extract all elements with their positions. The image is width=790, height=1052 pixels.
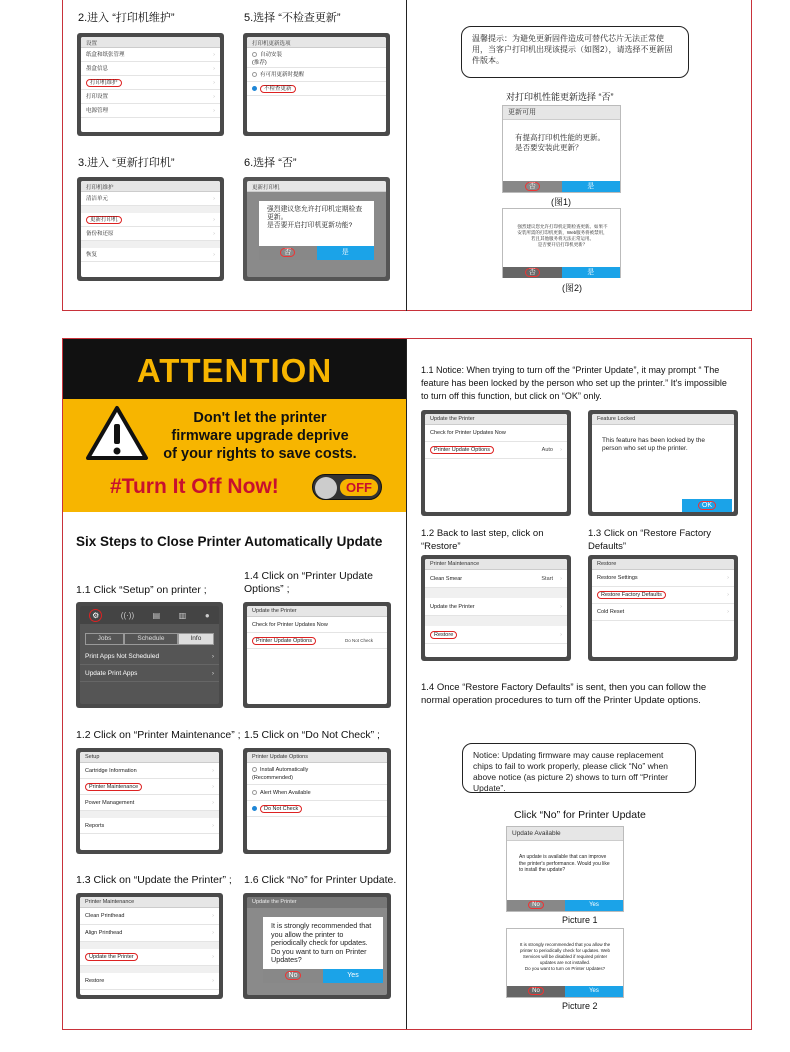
screen-cn-maintenance <box>77 177 224 281</box>
wireless-icon[interactable]: ((·)) <box>120 610 135 620</box>
list-item[interactable]: Reports › <box>80 818 219 834</box>
screen-header: Setup <box>80 752 219 763</box>
warning-line3: of your rights to save costs. <box>163 446 357 462</box>
bottom-divider <box>406 339 407 1029</box>
list-item[interactable]: Power Management › <box>80 795 219 811</box>
caption-1-4: 1.4 Click on “Printer Update Options” ; <box>244 570 373 595</box>
warning-line2: firmware upgrade deprive <box>171 428 349 444</box>
attention-title: ATTENTION <box>136 352 333 389</box>
divider <box>425 588 567 598</box>
picture2-label: (图2) <box>562 283 582 293</box>
tab-info[interactable]: Info <box>178 633 215 645</box>
list-item[interactable]: Restore Settings › <box>592 570 734 587</box>
setup-icon[interactable]: ⚙ <box>89 609 102 622</box>
copy-icon[interactable]: ▥ <box>178 610 187 620</box>
screen-header: Printer Maintenance <box>425 559 567 570</box>
list-item[interactable]: Restore › <box>425 626 567 644</box>
list-item[interactable]: Update the Printer › <box>425 598 567 616</box>
screen-header: Printer Maintenance <box>80 897 219 908</box>
toggle-label: OFF <box>340 479 378 496</box>
picture1-cn <box>502 105 621 193</box>
caption-1-2: 1.2 Click on “Printer Maintenance” ; <box>76 729 241 741</box>
caption-r-1-4: 1.4 Once “Restore Factory Defaults” is sent, then you can follow the normal operation procedures to turn off the Printer Update options. <box>421 682 707 706</box>
screen-cn-update-options <box>243 33 390 136</box>
list-item[interactable]: Restore › <box>80 973 219 990</box>
home-tabs <box>80 624 219 648</box>
six-steps-heading: Six Steps to Close Printer Automatically Update <box>76 534 383 549</box>
screen-update-the-printer <box>243 602 391 708</box>
screen-header: Update the Printer <box>247 897 387 908</box>
screen-header: Printer Update Options <box>247 752 387 763</box>
yes-button[interactable]: Yes <box>565 900 623 911</box>
yes-button[interactable]: Yes <box>565 986 623 997</box>
home-icon-bar <box>80 606 219 624</box>
screen-update-dialog <box>243 893 391 999</box>
list-item[interactable]: 打印设置 › <box>81 90 220 104</box>
list-item[interactable]: 纸盒和纸张管理 › <box>81 48 220 62</box>
screen-header: Update Available <box>507 827 623 841</box>
no-button[interactable]: 否 <box>503 181 562 192</box>
list-item[interactable]: Update the Printer › <box>80 949 219 966</box>
radio-option[interactable]: 自动安装 (推荐) <box>247 48 386 68</box>
list-item[interactable]: Cold Reset › <box>592 604 734 621</box>
radio-option[interactable]: Alert When Available <box>247 785 387 801</box>
caption-r-1-2: 1.2 Back to last step, click on “Restore” <box>421 528 544 552</box>
list-item[interactable]: Clean Smear Start › <box>425 570 567 588</box>
list-item[interactable]: Print Apps Not Scheduled › <box>80 648 219 665</box>
divider <box>80 811 219 818</box>
divider <box>80 942 219 949</box>
screen-header: Restore <box>592 559 734 570</box>
list-item[interactable]: 备份和还原 › <box>81 227 220 241</box>
top-divider <box>406 0 407 311</box>
dialog-text: An update is available that can improve the printer's performance. Would you like to install the update? <box>511 849 621 879</box>
screen-restore <box>588 555 738 661</box>
yes-button[interactable]: 是 <box>317 246 375 260</box>
no-button[interactable]: 否 <box>259 246 317 260</box>
yes-button[interactable]: 是 <box>562 181 621 192</box>
caption-1-5: 1.5 Click on “Do Not Check” ; <box>244 729 380 741</box>
screen-update-the-printer-auto <box>421 410 571 516</box>
notice-box-en: Notice: Updating firmware may cause replacement chips to fail to work properly, please click “No” when above notice (as picture 2) shows to turn off “Printer Update”. <box>462 743 696 793</box>
screen-header: 打印机更新选项 <box>247 37 386 48</box>
dialog-text: 有提高打印机性能的更新。是否要安装此更新？ <box>507 128 619 158</box>
off-toggle[interactable] <box>312 474 382 500</box>
list-item[interactable]: Check for Printer Updates Now <box>425 425 567 442</box>
radio-option[interactable]: Install Automatically (Recommended) <box>247 763 387 785</box>
document-icon[interactable]: ▤ <box>152 610 161 620</box>
screen-printer-maintenance-2 <box>421 555 571 661</box>
list-item[interactable]: Update Print Apps › <box>80 665 219 682</box>
picture1-en <box>506 826 624 912</box>
step2-caption: 2.进入 “打印机维护” <box>78 12 175 24</box>
ink-icon[interactable]: ● <box>204 610 210 620</box>
list-item[interactable]: Printer Update Options Do Not Check <box>247 633 387 649</box>
picture1-label: (图1) <box>551 197 571 207</box>
ok-button[interactable]: OK <box>682 499 732 512</box>
screen-header: Feature Locked <box>592 414 734 425</box>
yes-button[interactable]: Yes <box>323 969 383 983</box>
radio-option[interactable]: Do Not Check <box>247 801 387 817</box>
list-item[interactable]: 更新打印机 › <box>81 213 220 227</box>
dialog-text: 强烈建议您允许打印机定期检查更新。如果不安装所需的打印机更新，Web服务将被禁用，若且其他服务将无法正常运用。 是否要开启打印机更新？ <box>509 219 616 253</box>
screen-header: 更新可用 <box>503 106 620 120</box>
screen-printer-maintenance <box>76 893 223 999</box>
dialog-text: This feature has been locked by the person who set up the printer. <box>594 432 724 458</box>
list-item[interactable]: Check for Printer Updates Now <box>247 617 387 633</box>
caption-r-1-3: 1.3 Click on “Restore Factory Defaults” <box>588 528 712 552</box>
radio-option[interactable]: 不检查更新 <box>247 82 386 96</box>
caption-1-6: 1.6 Click “No” for Printer Update. <box>244 874 397 886</box>
radio-option[interactable]: 有可用更新时提醒 <box>247 68 386 82</box>
warning-icon <box>84 404 150 462</box>
yes-button[interactable]: 是 <box>562 267 621 278</box>
list-item[interactable]: 电源管理 › <box>81 104 220 118</box>
dialog-text: 强烈建议您允许打印机定期检查更新。 是否要开启打印机更新功能? <box>259 201 374 246</box>
warning-line1: Don't let the printer <box>193 410 327 426</box>
notice-box-cn: 温馨提示：为避免更新固件造成可替代芯片无法正常使用，当客户打印机出现该提示（如图2），请选择不更新固件版本。 <box>461 26 689 78</box>
list-item[interactable]: 恢复 › <box>81 248 220 262</box>
picture1-en-label: Picture 1 <box>562 915 598 925</box>
choose-no-caption: 对打印机性能更新选择 “否” <box>506 92 614 102</box>
step5-caption: 5.选择 “不检查更新” <box>244 12 341 24</box>
no-button[interactable]: No <box>263 969 323 983</box>
divider <box>80 966 219 973</box>
picture2-en <box>506 928 624 998</box>
step6-caption: 6.选择 “否” <box>244 157 297 169</box>
screen-header: 更新打印机 <box>247 181 386 192</box>
screen-setup <box>76 748 223 854</box>
click-no-caption: Click “No” for Printer Update <box>514 809 646 821</box>
screen-cn-setup <box>77 33 224 136</box>
list-item[interactable]: Cartridge Information › <box>80 763 219 779</box>
screen-feature-locked <box>588 410 738 516</box>
no-button[interactable]: 否 <box>503 267 562 278</box>
toggle-knob <box>315 477 337 499</box>
picture2-cn <box>502 208 621 278</box>
list-item[interactable]: Align Printhead › <box>80 925 219 942</box>
list-item[interactable]: 打印机维护 › <box>81 76 220 90</box>
list-item[interactable]: Restore Factory Defaults › <box>592 587 734 604</box>
turn-off-cta: #Turn It Off Now! <box>110 475 279 498</box>
list-item[interactable]: 墨盒信息 › <box>81 62 220 76</box>
screen-home <box>76 602 223 708</box>
caption-1-3: 1.3 Click on “Update the Printer” ; <box>76 874 232 886</box>
divider <box>425 616 567 626</box>
divider <box>81 206 220 213</box>
divider <box>81 241 220 248</box>
screen-cn-update-dialog <box>243 177 390 281</box>
screen-header: 打印机维护 <box>81 181 220 192</box>
screen-header: Update the Printer <box>247 606 387 617</box>
tab-jobs[interactable]: Jobs <box>85 633 125 645</box>
screen-header: 设置 <box>81 37 220 48</box>
step3-caption: 3.进入 “更新打印机” <box>78 157 175 169</box>
no-button[interactable]: No <box>507 900 565 911</box>
screen-header: Update the Printer <box>425 414 567 425</box>
notice-1-1: 1.1 Notice: When trying to turn off the “Printer Update”, it may prompt “ The feature has been locked by the person who set up the printer.” It's impossible to turn off this function, but click on “OK” only. <box>421 365 727 401</box>
caption-1-1: 1.1 Click “Setup” on printer ; <box>76 584 207 596</box>
dialog-text: It is strongly recommended that you allow the printer to periodically check for updates. Web Services will be disabled if required printer updates are not installed. Do you want to turn on Printer Updates? <box>511 937 619 977</box>
list-item[interactable]: Printer Maintenance › <box>80 779 219 795</box>
picture2-en-label: Picture 2 <box>562 1001 598 1011</box>
no-button[interactable]: No <box>507 986 565 997</box>
list-item[interactable]: 清洁单元 › <box>81 192 220 206</box>
screen-printer-update-options <box>243 748 391 854</box>
dialog-text: It is strongly recommended that you allow the printer to periodically check for updates. Do you want to turn on Printer Updates? <box>263 917 383 969</box>
tab-schedule[interactable]: Schedule <box>124 633 177 645</box>
list-item[interactable]: Printer Update Options Auto › <box>425 442 567 459</box>
list-item[interactable]: Clean Printhead › <box>80 908 219 925</box>
